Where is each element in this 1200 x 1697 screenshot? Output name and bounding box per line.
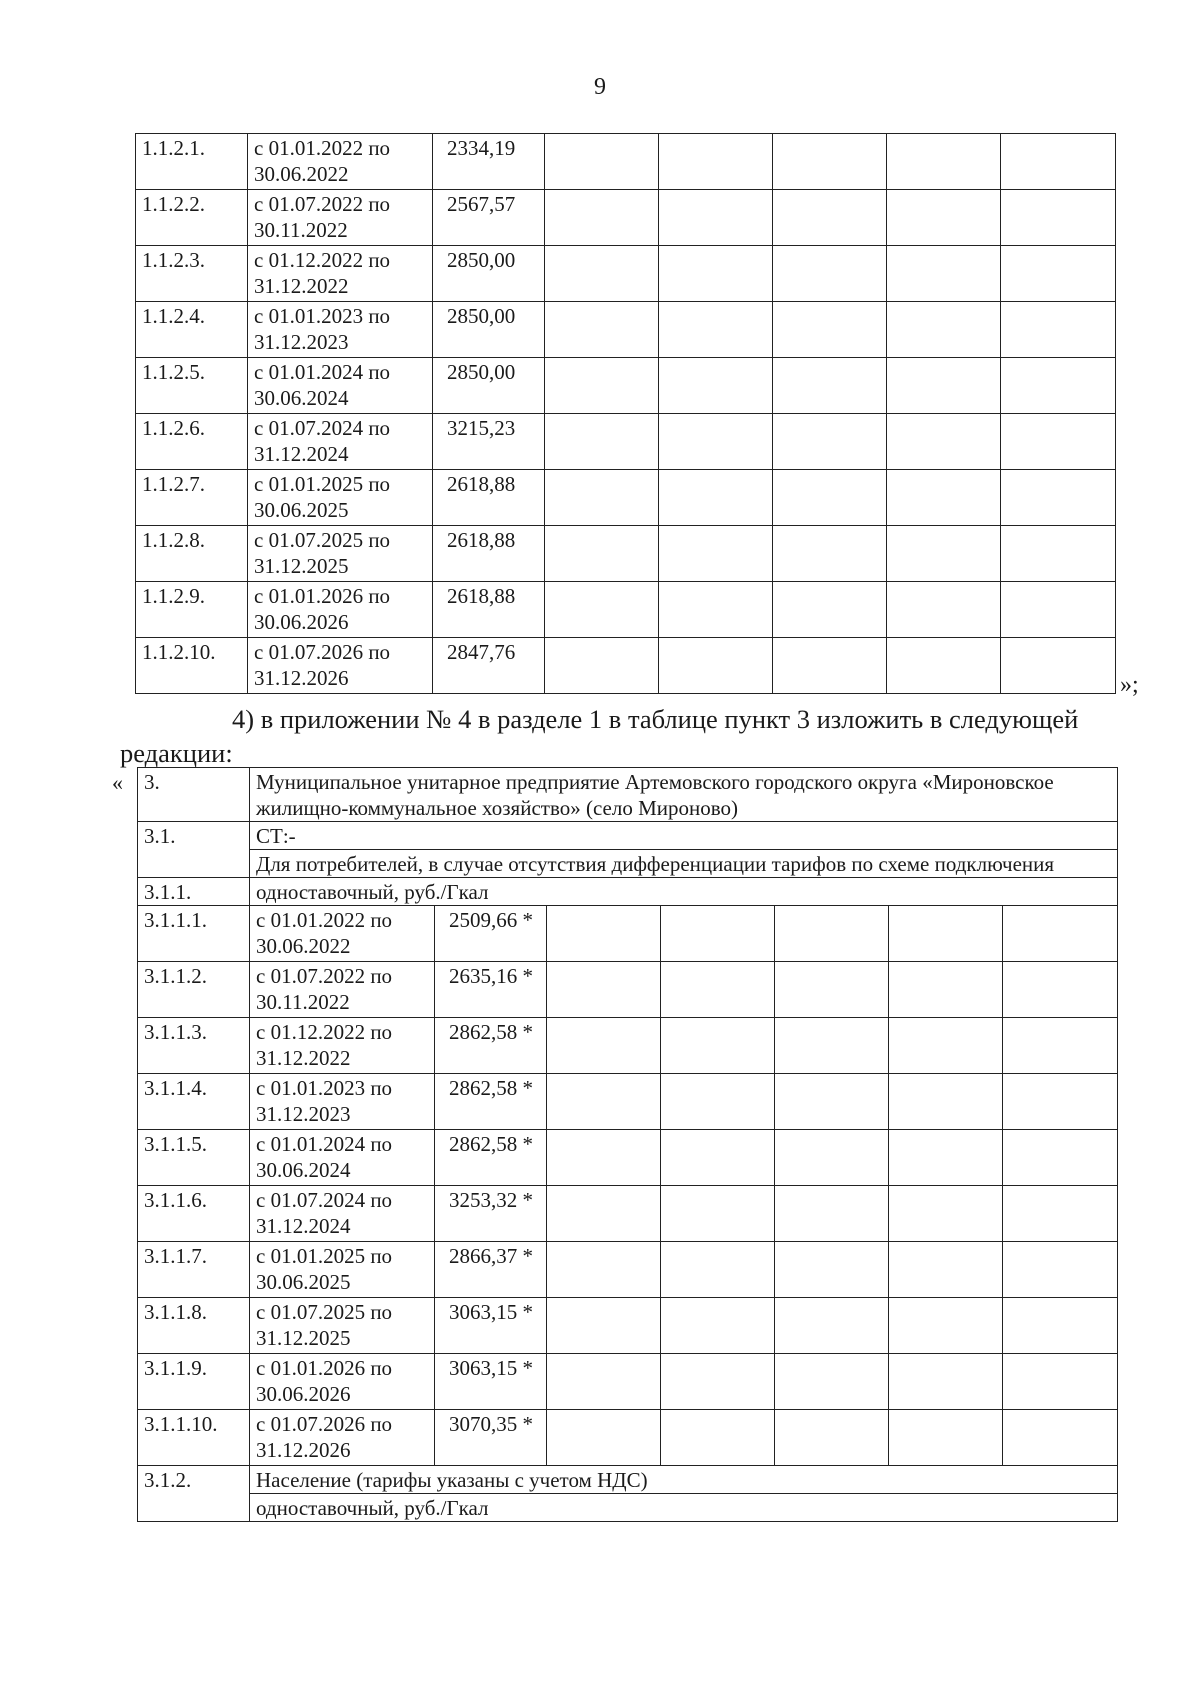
tariff-value: 2618,88 (433, 470, 545, 526)
row-number: 3.1.1.5. (138, 1130, 250, 1186)
period-from: с 01.07.2024 по (254, 416, 391, 440)
period (250, 906, 435, 962)
empty-cell (775, 1186, 889, 1242)
empty-cell (1003, 1298, 1118, 1354)
empty-cell (1003, 1354, 1118, 1410)
period-to: 30.06.2025 (256, 1270, 351, 1294)
empty-cell (1001, 470, 1116, 526)
empty-cell (661, 1410, 775, 1466)
tariff-value: 2862,58 * (435, 1018, 547, 1074)
empty-cell (1001, 638, 1116, 694)
period-from: с 01.01.2024 по (254, 360, 391, 384)
empty-cell (889, 1018, 1003, 1074)
table-row (136, 414, 1116, 470)
empty-cell (1003, 1130, 1118, 1186)
period-to: 31.12.2024 (256, 1214, 351, 1238)
table-row (138, 1242, 1118, 1298)
period-from: с 01.01.2026 по (254, 584, 391, 608)
empty-cell (773, 470, 887, 526)
period-from: с 01.01.2023 по (254, 304, 391, 328)
period (248, 470, 433, 526)
empty-cell (1001, 302, 1116, 358)
empty-cell (545, 638, 659, 694)
row-number: 1.1.2.7. (136, 470, 248, 526)
empty-cell (547, 1242, 661, 1298)
period (250, 962, 435, 1018)
empty-cell (545, 134, 659, 190)
tariff-value: 2847,76 (433, 638, 545, 694)
period-from: с 01.07.2025 по (254, 528, 391, 552)
row-number: 3.1. (138, 822, 250, 878)
row-number: 1.1.2.9. (136, 582, 248, 638)
period-from: с 01.07.2024 по (256, 1188, 393, 1212)
empty-cell (889, 1074, 1003, 1130)
period-from: с 01.12.2022 по (256, 1020, 393, 1044)
empty-cell (661, 1018, 775, 1074)
tariff-type: одноставочный, руб./Гкал (250, 1494, 1118, 1522)
empty-cell (659, 246, 773, 302)
empty-cell (775, 1242, 889, 1298)
empty-cell (773, 582, 887, 638)
table-row (136, 638, 1116, 694)
period-to: 31.12.2025 (254, 554, 349, 578)
table-row (138, 906, 1118, 962)
period (250, 1130, 435, 1186)
tariff-value: 2618,88 (433, 582, 545, 638)
empty-cell (1003, 1410, 1118, 1466)
page-number: 9 (594, 74, 606, 100)
tariff-value: 2567,57 (433, 190, 545, 246)
empty-cell (887, 526, 1001, 582)
empty-cell (545, 358, 659, 414)
empty-cell (775, 962, 889, 1018)
empty-cell (547, 1074, 661, 1130)
empty-cell (889, 962, 1003, 1018)
empty-cell (545, 246, 659, 302)
empty-cell (1001, 246, 1116, 302)
empty-cell (545, 414, 659, 470)
opening-quote-mark: « (112, 770, 123, 795)
section-row (138, 878, 1118, 906)
empty-cell (659, 134, 773, 190)
row-number: 3.1.1.8. (138, 1298, 250, 1354)
period-to: 30.06.2026 (254, 610, 349, 634)
tariff-value: 2850,00 (433, 302, 545, 358)
tariff-value: 2334,19 (433, 134, 545, 190)
table-row (136, 470, 1116, 526)
tariff-value: 2850,00 (433, 358, 545, 414)
empty-cell (659, 638, 773, 694)
empty-cell (889, 1242, 1003, 1298)
tariff-value: 3063,15 * (435, 1298, 547, 1354)
empty-cell (887, 302, 1001, 358)
tariff-value: 3253,32 * (435, 1186, 547, 1242)
period (250, 1242, 435, 1298)
empty-cell (887, 414, 1001, 470)
empty-cell (1003, 1018, 1118, 1074)
empty-cell (661, 1298, 775, 1354)
empty-cell (547, 1186, 661, 1242)
period-to: 31.12.2023 (254, 330, 349, 354)
table-row (136, 190, 1116, 246)
empty-cell (661, 962, 775, 1018)
tariff-value: 2862,58 * (435, 1130, 547, 1186)
empty-cell (547, 1298, 661, 1354)
period-from: с 01.01.2022 по (256, 908, 393, 932)
section-row (138, 850, 1118, 878)
empty-cell (1003, 1074, 1118, 1130)
empty-cell (1001, 526, 1116, 582)
row-number: 3. (138, 768, 250, 822)
period-to: 31.12.2024 (254, 442, 349, 466)
empty-cell (775, 1354, 889, 1410)
period-to: 30.06.2024 (254, 386, 349, 410)
empty-cell (773, 638, 887, 694)
table-row (138, 1074, 1118, 1130)
empty-cell (1001, 190, 1116, 246)
empty-cell (773, 526, 887, 582)
period-from: с 01.07.2022 по (254, 192, 391, 216)
period-to: 30.06.2022 (256, 934, 351, 958)
period (248, 134, 433, 190)
empty-cell (887, 134, 1001, 190)
row-number: 1.1.2.6. (136, 414, 248, 470)
row-number: 1.1.2.4. (136, 302, 248, 358)
row-number: 3.1.1.9. (138, 1354, 250, 1410)
enterprise-name: Муниципальное унитарное предприятие Артемовского городского округа «Мироновское жилищно-коммунальное хозяйство» (село Мироново) (250, 768, 1118, 822)
closing-quote-mark: »; (1120, 672, 1139, 698)
empty-cell (545, 582, 659, 638)
period-from: с 01.12.2022 по (254, 248, 391, 272)
period (250, 1018, 435, 1074)
period (248, 302, 433, 358)
table-row (136, 526, 1116, 582)
empty-cell (775, 1018, 889, 1074)
empty-cell (545, 470, 659, 526)
period-to: 31.12.2025 (256, 1326, 351, 1350)
row-number: 3.1.1.4. (138, 1074, 250, 1130)
empty-cell (773, 358, 887, 414)
period (248, 414, 433, 470)
table-row (136, 582, 1116, 638)
empty-cell (659, 190, 773, 246)
amendment-paragraph (120, 702, 1160, 770)
row-number: 3.1.1.1. (138, 906, 250, 962)
period-from: с 01.01.2024 по (256, 1132, 393, 1156)
empty-cell (1003, 1186, 1118, 1242)
row-number: 1.1.2.8. (136, 526, 248, 582)
tariff-table-1 (135, 133, 1116, 694)
table-row (138, 1018, 1118, 1074)
empty-cell (659, 582, 773, 638)
empty-cell (887, 358, 1001, 414)
tariff-value: 2618,88 (433, 526, 545, 582)
row-number: 1.1.2.2. (136, 190, 248, 246)
period (250, 1186, 435, 1242)
consumer-description: Для потребителей, в случае отсутствия дифференциации тарифов по схеме подключения (250, 850, 1118, 878)
empty-cell (775, 906, 889, 962)
section-row (138, 1466, 1118, 1494)
empty-cell (1003, 1242, 1118, 1298)
empty-cell (1001, 134, 1116, 190)
empty-cell (889, 1410, 1003, 1466)
period-from: с 01.01.2026 по (256, 1356, 393, 1380)
empty-cell (547, 1410, 661, 1466)
empty-cell (1001, 358, 1116, 414)
period-from: с 01.07.2025 по (256, 1300, 393, 1324)
empty-cell (1003, 906, 1118, 962)
row-number: 3.1.1.10. (138, 1410, 250, 1466)
empty-cell (889, 1130, 1003, 1186)
empty-cell (659, 358, 773, 414)
empty-cell (775, 1130, 889, 1186)
empty-cell (661, 906, 775, 962)
period-from: с 01.07.2026 по (254, 640, 391, 664)
empty-cell (545, 190, 659, 246)
tariff-value: 3215,23 (433, 414, 545, 470)
table-row (138, 1130, 1118, 1186)
empty-cell (773, 134, 887, 190)
period-to: 30.06.2022 (254, 162, 349, 186)
period-to: 31.12.2022 (256, 1046, 351, 1070)
empty-cell (887, 582, 1001, 638)
tariff-value: 2866,37 * (435, 1242, 547, 1298)
empty-cell (659, 526, 773, 582)
section-row (138, 1494, 1118, 1522)
period-from: с 01.01.2022 по (254, 136, 391, 160)
amendment-text: 4) в приложении № 4 в разделе 1 в таблице пункт 3 изложить в следующей редакции: (120, 704, 1079, 768)
period-from: с 01.07.2022 по (256, 964, 393, 988)
row-number: 1.1.2.10. (136, 638, 248, 694)
period (248, 582, 433, 638)
tariff-value: 3063,15 * (435, 1354, 547, 1410)
period (248, 638, 433, 694)
period-to: 30.06.2026 (256, 1382, 351, 1406)
empty-cell (659, 470, 773, 526)
enterprise-header-row (138, 768, 1118, 822)
empty-cell (775, 1074, 889, 1130)
empty-cell (887, 638, 1001, 694)
table-row (136, 302, 1116, 358)
period-to: 30.06.2025 (254, 498, 349, 522)
empty-cell (775, 1410, 889, 1466)
tariff-value: 2635,16 * (435, 962, 547, 1018)
empty-cell (889, 1298, 1003, 1354)
empty-cell (775, 1298, 889, 1354)
row-number: 3.1.1.7. (138, 1242, 250, 1298)
period-to: 31.12.2023 (256, 1102, 351, 1126)
table-row (136, 134, 1116, 190)
empty-cell (547, 1018, 661, 1074)
period (250, 1354, 435, 1410)
population-label: Население (тарифы указаны с учетом НДС) (250, 1466, 1118, 1494)
period (250, 1298, 435, 1354)
row-number: 3.1.1.6. (138, 1186, 250, 1242)
empty-cell (659, 302, 773, 358)
empty-cell (661, 1242, 775, 1298)
empty-cell (773, 190, 887, 246)
period-from: с 01.01.2025 по (256, 1244, 393, 1268)
empty-cell (887, 190, 1001, 246)
table-row (138, 1186, 1118, 1242)
empty-cell (547, 1130, 661, 1186)
period (250, 1410, 435, 1466)
empty-cell (661, 1186, 775, 1242)
section-row (138, 822, 1118, 850)
table-row (138, 962, 1118, 1018)
period-to: 30.06.2024 (256, 1158, 351, 1182)
period-from: с 01.01.2025 по (254, 472, 391, 496)
tariff-table-2 (137, 767, 1118, 1522)
row-number: 3.1.2. (138, 1466, 250, 1522)
empty-cell (887, 470, 1001, 526)
row-number: 1.1.2.1. (136, 134, 248, 190)
empty-cell (545, 526, 659, 582)
period-to: 31.12.2026 (256, 1438, 351, 1462)
empty-cell (547, 962, 661, 1018)
period (248, 190, 433, 246)
period (248, 246, 433, 302)
empty-cell (889, 1354, 1003, 1410)
table-row (136, 358, 1116, 414)
tariff-type: одноставочный, руб./Гкал (250, 878, 1118, 906)
empty-cell (547, 906, 661, 962)
period (250, 1074, 435, 1130)
table-row (138, 1410, 1118, 1466)
period-to: 31.12.2022 (254, 274, 349, 298)
empty-cell (773, 246, 887, 302)
period (248, 526, 433, 582)
row-number: 1.1.2.3. (136, 246, 248, 302)
period-to: 31.12.2026 (254, 666, 349, 690)
tariff-value: 2862,58 * (435, 1074, 547, 1130)
empty-cell (889, 906, 1003, 962)
period-from: с 01.01.2023 по (256, 1076, 393, 1100)
empty-cell (547, 1354, 661, 1410)
row-number: 3.1.1.3. (138, 1018, 250, 1074)
empty-cell (889, 1186, 1003, 1242)
row-number: 1.1.2.5. (136, 358, 248, 414)
row-number: 3.1.1. (138, 878, 250, 906)
empty-cell (1001, 414, 1116, 470)
empty-cell (773, 414, 887, 470)
period-to: 30.11.2022 (256, 990, 350, 1014)
empty-cell (887, 246, 1001, 302)
empty-cell (661, 1354, 775, 1410)
empty-cell (661, 1130, 775, 1186)
table-row (138, 1298, 1118, 1354)
period-to: 30.11.2022 (254, 218, 348, 242)
period-from: с 01.07.2026 по (256, 1412, 393, 1436)
empty-cell (1001, 582, 1116, 638)
empty-cell (659, 414, 773, 470)
empty-cell (1003, 962, 1118, 1018)
period (248, 358, 433, 414)
tariff-value: 3070,35 * (435, 1410, 547, 1466)
empty-cell (773, 302, 887, 358)
tariff-value: 2509,66 * (435, 906, 547, 962)
tariff-value: 2850,00 (433, 246, 545, 302)
section-label: СТ:- (250, 822, 1118, 850)
empty-cell (661, 1074, 775, 1130)
table-row (136, 246, 1116, 302)
row-number: 3.1.1.2. (138, 962, 250, 1018)
table-row (138, 1354, 1118, 1410)
empty-cell (545, 302, 659, 358)
